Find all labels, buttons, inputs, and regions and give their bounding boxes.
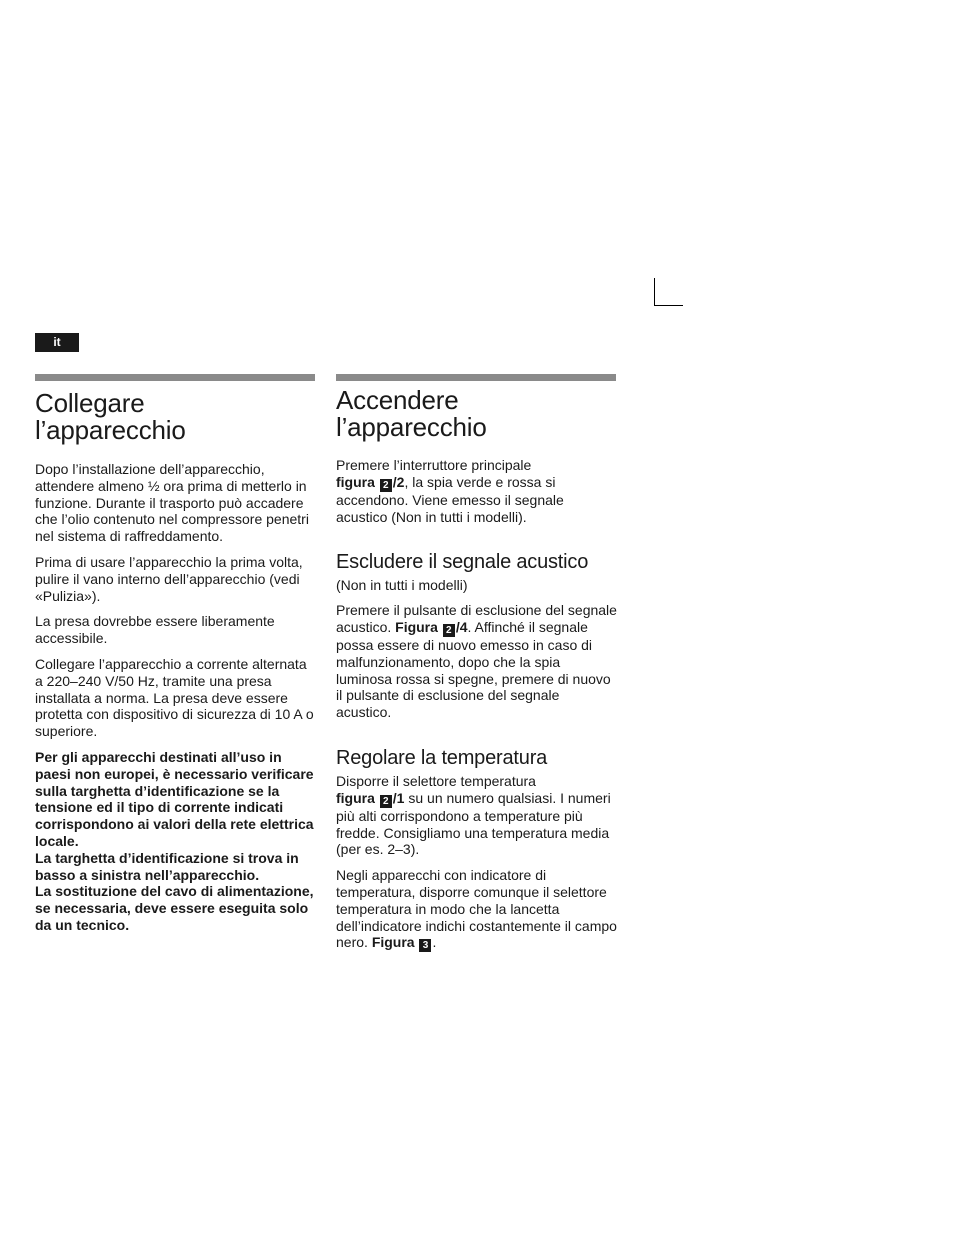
paragraph: Premere il pulsante di esclusione del segnale acustico. Figura 2 /4. Affinché il segnale possa essere di nuovo emesso in caso di malfunzionamento, dopo che la spia luminosa rossa si spegne, premere di nuovo il pulsante di esclusione del segnale acustico.: [336, 602, 617, 721]
figure-number-badge: 2: [380, 795, 392, 808]
warning-paragraph: Per gli apparecchi destinati all’uso in paesi non europei, è necessario verificare sulla targhetta d’identificazione se la tensione ed il tipo di corrente indicati corrispondono ai valori della rete elettrica locale.: [35, 748, 314, 849]
paragraph: Collegare l’apparecchio a corrente alternata a 220–240 V/50 Hz, tramite una presa installata a norma. La presa deve essere protetta con dispositivo di sicurezza di 10 A o superiore.: [35, 655, 314, 740]
warning-paragraph: La targhetta d’identificazione si trova in basso a sinistra nell’apparecchio.: [35, 849, 299, 883]
section-connect: [35, 374, 317, 934]
figure-number-badge: 2: [380, 479, 392, 492]
paragraph: Prima di usare l’apparecchio la prima volta, pulire il vano interno dell’apparecchio (vedi «Pulizia»).: [35, 553, 303, 604]
language-tag: it: [35, 333, 79, 352]
paragraph: Premere l’interruttore principale figura 2 /2, la spia verde e rossa si accendono. Viene emesso il segnale acustico (Non in tutti i modelli).: [336, 457, 564, 525]
figure-ref: figura 2 /2: [336, 473, 405, 491]
figure-number-badge: 2: [443, 624, 455, 637]
subsection-title: Escludere il segnale acustico: [336, 551, 589, 574]
figure-ref: Figura 3: [372, 934, 433, 950]
subsection-title: Regolare la temperatura: [336, 746, 548, 769]
figure-ref: figura 2 /1: [336, 789, 405, 807]
figure-number-badge: 3: [419, 939, 431, 952]
paragraph: Negli apparecchi con indicatore di temperatura, disporre comunque il selettore temperatura in modo che la lancetta dell’indicatore indichi costantemente il campo nero. Figura 3 .: [336, 867, 617, 952]
paragraph: Dopo l’installazione dell’apparecchio, attendere almeno ½ ora prima di metterlo in funzione. Durante il trasporto può accadere che l’olio contenuto nel compressore penetri nel sistema di raffreddamento.: [35, 461, 309, 545]
section-rule: [35, 374, 315, 381]
paragraph: La presa dovrebbe essere liberamente accessibile.: [35, 613, 275, 647]
section-title: Collegare l’apparecchio: [35, 388, 186, 445]
crop-mark: [654, 278, 683, 306]
section-switch-on: [336, 374, 618, 961]
section-title: Accendere l’apparecchio: [336, 385, 487, 442]
warning-paragraph: La sostituzione del cavo di alimentazione, se necessaria, deve essere eseguita solo da un tecnico.: [35, 883, 314, 933]
paragraph: Disporre il selettore temperatura figura 2 /1 su un numero qualsiasi. I numeri più alti corrispondono a temperature più fredde. Consigliamo una temperatura media (per es. 2–3).: [336, 772, 611, 858]
figure-ref: Figura 2 /4: [395, 618, 468, 636]
note: (Non in tutti i modelli): [336, 577, 468, 594]
section-rule: [336, 374, 616, 381]
